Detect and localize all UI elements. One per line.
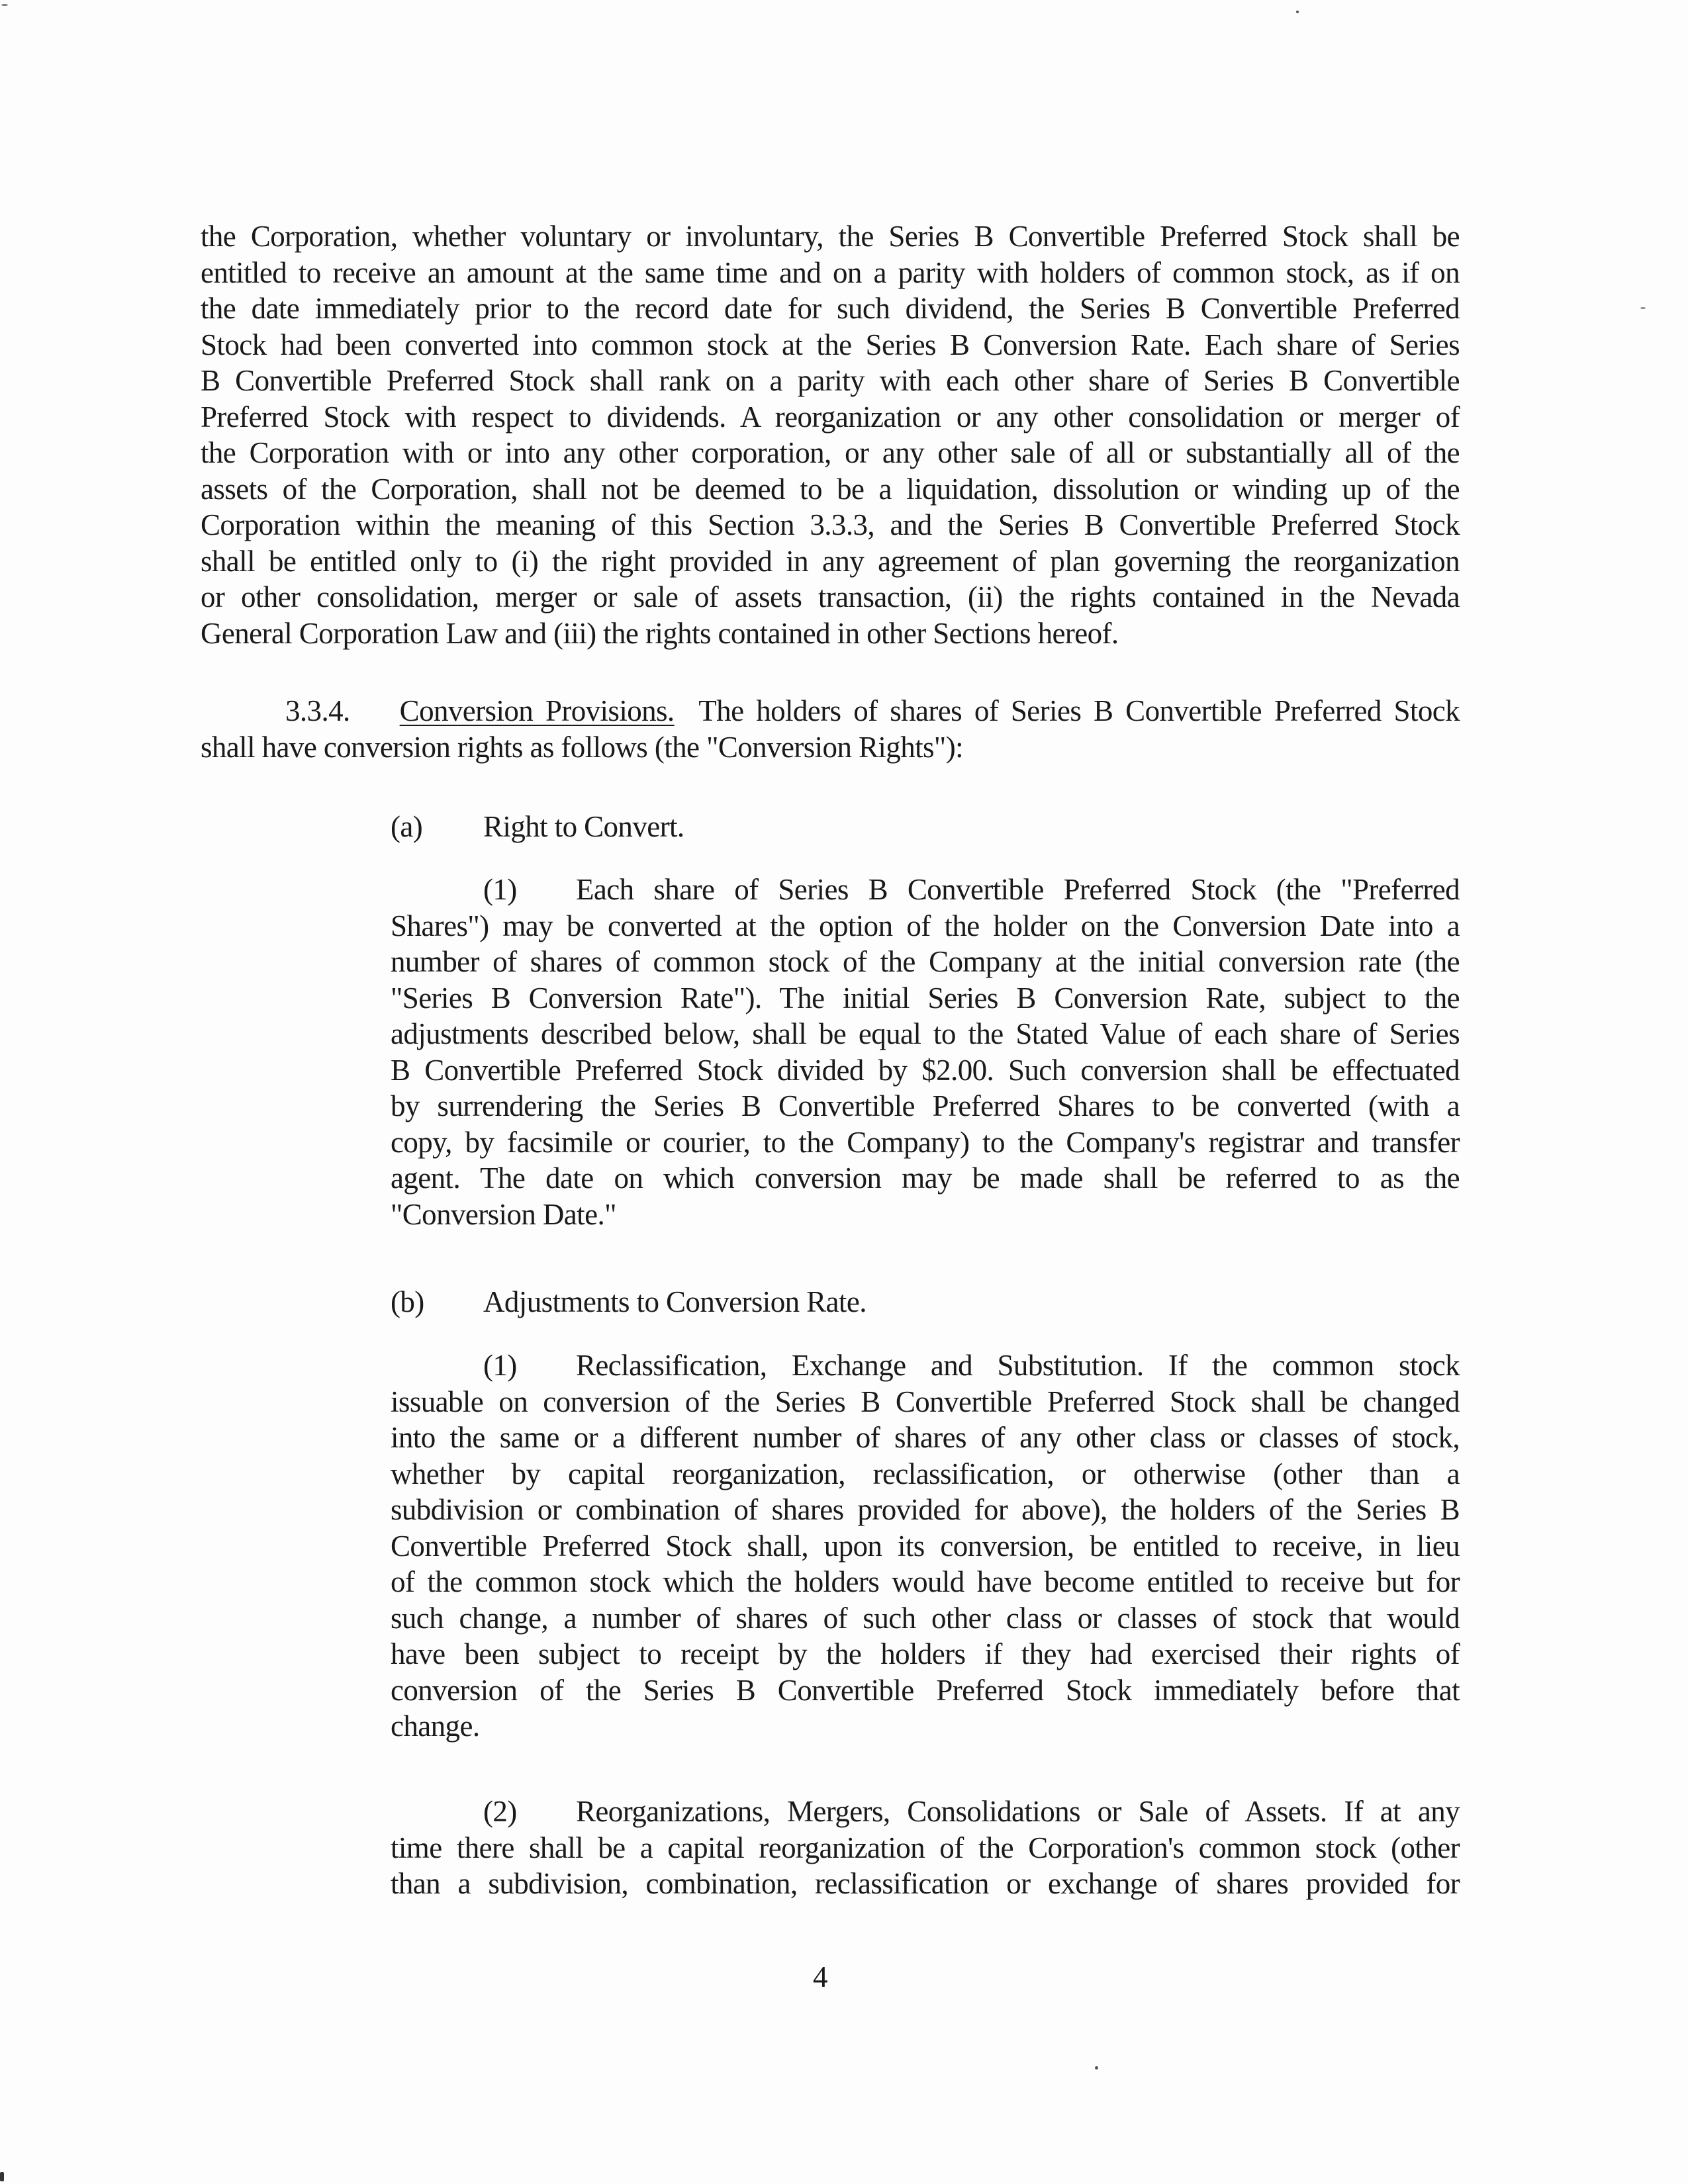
item-b2-first-line [391,1794,1460,1830]
text-line: Corporation within the meaning of this Section 3.3.3, and the Series B Convertible Preferred Stock [201,508,1460,541]
section-intro: The holders of shares of Series B Convertible Preferred Stock [698,694,1460,727]
text-line: number of shares of common stock of the Company at the initial conversion rate (the [391,945,1460,978]
text-line: have been subject to receipt by the holders if they had exercised their rights of [391,1637,1460,1670]
item-text: Reclassification, Exchange and Substitution. If the common stock [576,1349,1460,1382]
text-line: such change, a number of shares of such other class or classes of stock that would [391,1601,1460,1635]
item-label: (2) [483,1795,517,1828]
text-line: Shares") may be converted at the option of the holder on the Conversion Date into a [391,909,1460,942]
section-number: 3.3.4. [285,694,350,727]
section-heading: Conversion Provisions. [399,694,675,727]
text-line: whether by capital reorganization, reclassification, or otherwise (other than a [391,1457,1460,1490]
text-line: agent. The date on which conversion may be made shall be referred to as the [391,1161,1460,1195]
text-line: "Conversion Date." [391,1197,616,1231]
item-label: (a) [391,810,423,843]
text-line: the Corporation, whether voluntary or involuntary, the Series B Convertible Preferred Stock shall be [201,220,1460,253]
text-line: or other consolidation, merger or sale of assets transaction, (ii) the rights contained in the Nevada [201,580,1460,614]
text-line: of the common stock which the holders would have become entitled to receive but for [391,1565,1460,1598]
text-line: time there shall be a capital reorganization of the Corporation's common stock (other [391,1831,1460,1864]
paragraph-liquidation [201,218,1460,651]
scan-speck [1,4,8,6]
text-line: conversion of the Series B Convertible Preferred Stock immediately before that [391,1673,1460,1707]
text-line: Preferred Stock with respect to dividends. A reorganization or any other consolidation or merger of [201,400,1460,433]
page-number: 4 [813,1960,828,1993]
section-3-3-4 [201,693,1460,765]
text-line: entitled to receive an amount at the same time and on a parity with holders of common stock, as if on [201,255,1460,289]
item-a1-first-line [391,872,1460,908]
item-b-line [391,1284,1460,1320]
item-a-line [391,809,1460,845]
text-line: assets of the Corporation, shall not be deemed to be a liquidation, dissolution or winding up of the [201,472,1460,506]
text-line: than a subdivision, combination, reclassification or exchange of shares provided for [391,1867,1460,1900]
text-line: "Series B Conversion Rate"). The initial Series B Conversion Rate, subject to the [391,981,1460,1015]
scan-speck [1640,307,1646,309]
item-text: Reorganizations, Mergers, Consolidations or Sale of Assets. If at any [576,1795,1460,1828]
item-a1-paragraph [391,872,1460,1232]
text-line: into the same or a different number of shares of any other class or classes of stock, [391,1421,1460,1454]
text-line: the Corporation with or into any other corporation, or any other sale of all or substantially all of the [201,436,1460,469]
text-line: adjustments described below, shall be equal to the Stated Value of each share of Series [391,1017,1460,1050]
text-line: shall be entitled only to (i) the right provided in any agreement of plan governing the reorganization [201,544,1460,578]
text-line: B Convertible Preferred Stock divided by $2.00. Such conversion shall be effectuated [391,1053,1460,1087]
text-line: Convertible Preferred Stock shall, upon its conversion, be entitled to receive, in lieu [391,1529,1460,1563]
item-title: Adjustments to Conversion Rate. [483,1285,867,1318]
item-title: Right to Convert. [483,810,684,843]
scan-speck [1296,11,1299,13]
text-line: by surrendering the Series B Convertible Preferred Shares to be converted (with a [391,1089,1460,1122]
item-b1-paragraph [391,1347,1460,1745]
item-label: (1) [483,873,517,906]
item-b2-paragraph [391,1794,1460,1902]
scan-speck [0,2172,4,2181]
text-line: General Corporation Law and (iii) the rights contained in other Sections hereof. [201,616,1119,650]
section-heading-line [201,693,1460,729]
text-line: shall have conversion rights as follows (the "Conversion Rights"): [201,730,963,764]
item-label: (1) [483,1349,517,1382]
scan-speck [1095,2066,1098,2070]
text-line: B Convertible Preferred Stock shall rank on a parity with each other share of Series B Convertible [201,364,1460,397]
text-line: copy, by facsimile or courier, to the Company) to the Company's registrar and transfer [391,1125,1460,1159]
text-line: Stock had been converted into common stock at the Series B Conversion Rate. Each share of Series [201,328,1460,361]
text-line: issuable on conversion of the Series B Convertible Preferred Stock shall be changed [391,1385,1460,1418]
text-line: the date immediately prior to the record date for such dividend, the Series B Convertible Preferred [201,292,1460,325]
text-line: change. [391,1709,480,1743]
text-line: subdivision or combination of shares provided for above), the holders of the Series B [391,1493,1460,1526]
item-text: Each share of Series B Convertible Preferred Stock (the "Preferred [576,873,1460,906]
item-a-heading [391,809,1460,845]
item-b-heading [391,1284,1460,1320]
item-b1-first-line [391,1347,1460,1384]
item-label: (b) [391,1285,424,1318]
